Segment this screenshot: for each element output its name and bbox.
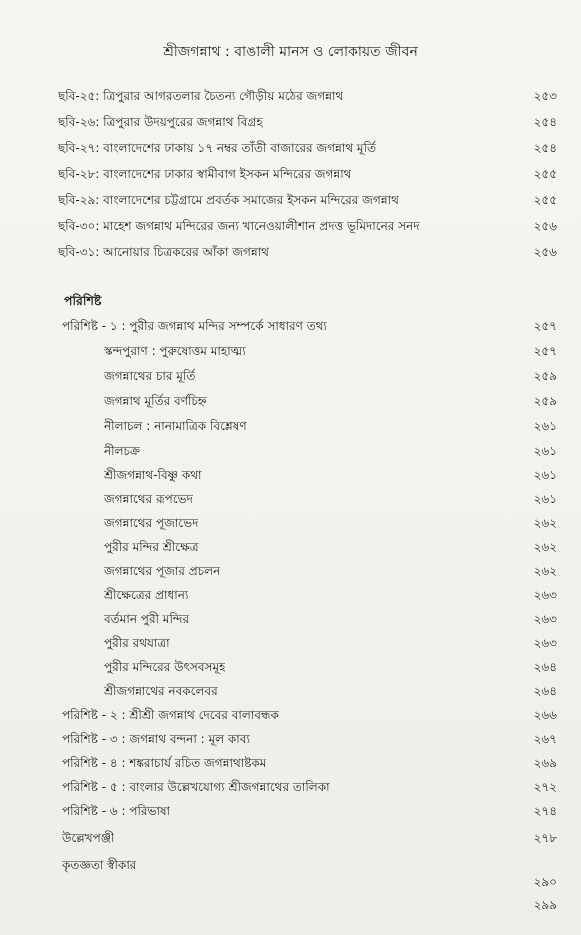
toc-appendix-entry <box>0 318 581 336</box>
entry-page-number: ২৬১ <box>533 468 557 482</box>
entry-label: ছবি-২৯: বাংলাদেশের চট্টগ্রামে প্রবর্তক সমাজের ইসকন মন্দিরের জগন্নাথ <box>58 193 399 207</box>
appendix-heading: পরিশিষ্ট <box>64 293 102 308</box>
entry-page-number: ২৬৪ <box>533 684 557 698</box>
entry-page-number: ২৫৫ <box>533 167 557 181</box>
entry-label: ছবি-৩০: মাহেশ জগন্নাথ মন্দিরের জন্য খানেওয়ালীশান প্রদত্ত ভূমিদানের সনদ <box>58 219 420 233</box>
toc-appendix-subentry <box>0 418 581 436</box>
toc-appendix-subentry <box>0 563 581 581</box>
entry-page-number: ২৬৩ <box>533 612 557 626</box>
toc-appendix-subentry <box>0 611 581 629</box>
entry-label: পরিশিষ্ট - ১ : পুরীর জগন্নাথ মন্দির সম্পর্কে সাধারণ তথ্য <box>62 319 327 333</box>
running-header: শ্রীজগন্নাথ : বাঙালী মানস ও লোকায়ত জীবন <box>163 44 418 60</box>
entry-page-number: ২৯৯ <box>533 898 557 912</box>
entry-page-number: ২৯০ <box>533 875 557 889</box>
entry-page-number: ২৬২ <box>533 516 557 530</box>
entry-label: ছবি-২৮: বাংলাদেশের ঢাকার স্বামীবাগ ইসকন মন্দিরের জগন্নাথ <box>58 167 352 181</box>
entry-page-number: ২৫৭ <box>533 319 557 333</box>
toc-backmatter-entry <box>0 857 581 875</box>
entry-page-number: ২৫৬ <box>533 245 557 259</box>
toc-backmatter-page <box>0 874 581 892</box>
entry-label: ছবি-৩১: আনোয়ার চিত্রকরের আঁকা জগন্নাথ <box>58 245 269 259</box>
entry-page-number: ২৬২ <box>533 564 557 578</box>
toc-appendix-subentry <box>0 635 581 653</box>
entry-page-number: ২৫৯ <box>533 369 557 383</box>
toc-appendix-entry <box>0 731 581 749</box>
toc-figure-entry <box>0 114 581 132</box>
entry-label: পরিশিষ্ট - ৫ : বাংলার উল্লেখযোগ্য শ্রীজগন্নাথের তালিকা <box>62 780 330 794</box>
entry-page-number: ২৫৪ <box>533 115 557 129</box>
toc-appendix-entry <box>0 779 581 797</box>
entry-label: শ্রীক্ষেত্রের প্রাধান্য <box>104 588 189 602</box>
toc-figure-entry <box>0 192 581 210</box>
entry-label: উল্লেখপঞ্জী <box>62 831 115 845</box>
entry-page-number: ২৬১ <box>533 492 557 506</box>
entry-label: পরিশিষ্ট - ৬ : পরিভাষা <box>62 804 171 818</box>
entry-label: পুরীর মন্দির শ্রীক্ষেত্র <box>104 540 199 554</box>
entry-label: কৃতজ্ঞতা স্বীকার <box>62 858 137 872</box>
entry-label: জগন্নাথের রূপভেদ <box>104 492 193 506</box>
entry-label: নীলাচল : নানামাত্রিক বিশ্লেষণ <box>104 419 247 433</box>
entry-label: ছবি-২৫: ত্রিপুরার আগরতলার চৈতন্য গৌড়ীয় মঠের জগন্নাথ <box>58 89 344 103</box>
entry-label: পরিশিষ্ট - ২ : শ্রীশ্রী জগন্নাথ দেবের বালাবন্ধক <box>62 708 279 722</box>
toc-appendix-subentry <box>0 467 581 485</box>
entry-page-number: ২৬১ <box>533 444 557 458</box>
toc-backmatter-page <box>0 897 581 915</box>
toc-figure-entry <box>0 140 581 158</box>
toc-figure-entry <box>0 244 581 262</box>
toc-appendix-entry <box>0 755 581 773</box>
toc-figure-entry <box>0 166 581 184</box>
entry-label: জগন্নাথ মূর্তির বর্ণচিহ্ন <box>104 394 207 408</box>
entry-page-number: ২৬৩ <box>533 588 557 602</box>
entry-label: পুরীর মন্দিরের উৎসবসমূহ <box>104 660 226 674</box>
entry-label: পরিশিষ্ট - ৩ : জগন্নাথ বন্দনা : মূল কাব্য <box>62 732 250 746</box>
toc-appendix-subentry <box>0 368 581 386</box>
toc-appendix-subentry <box>0 683 581 701</box>
entry-page-number: ২৫৩ <box>533 89 557 103</box>
toc-appendix-subentry <box>0 659 581 677</box>
entry-page-number: ২৫৪ <box>533 141 557 155</box>
entry-label: জগন্নাথের পূজাভেদ <box>104 516 199 530</box>
entry-label: স্কন্দপুরাণ : পুরুষোত্তম মাহাত্ম্য <box>104 344 246 358</box>
toc-figure-entry <box>0 88 581 106</box>
entry-page-number: ২৫৫ <box>533 193 557 207</box>
entry-label: নীলচক্র <box>104 444 141 458</box>
entry-page-number: ২৭২ <box>533 780 557 794</box>
toc-appendix-subentry <box>0 443 581 461</box>
entry-page-number: ২৬২ <box>533 540 557 554</box>
entry-page-number: ২৬৯ <box>533 756 557 770</box>
entry-page-number: ২৭৪ <box>533 804 557 818</box>
toc-backmatter-entry <box>0 830 581 848</box>
toc-appendix-subentry <box>0 587 581 605</box>
toc-appendix-subentry <box>0 491 581 509</box>
entry-label: ছবি-২৭: বাংলাদেশের ঢাকায় ১৭ নম্বর তাঁতী বাজারের জগন্নাথ মূর্তি <box>58 141 377 155</box>
entry-page-number: ২৬৩ <box>533 636 557 650</box>
toc-appendix-subentry <box>0 515 581 533</box>
entry-page-number: ২৬১ <box>533 419 557 433</box>
toc-figure-entry <box>0 218 581 236</box>
entry-page-number: ২৫৬ <box>533 219 557 233</box>
toc-appendix-subentry <box>0 393 581 411</box>
entry-page-number: ২৬৬ <box>533 708 557 722</box>
toc-appendix-entry <box>0 803 581 821</box>
entry-page-number: ২৬৪ <box>533 660 557 674</box>
toc-appendix-subentry <box>0 343 581 361</box>
entry-label: ছবি-২৬: ত্রিপুরার উদয়পুরের জগন্নাথ বিগ্রহ <box>58 115 263 129</box>
entry-label: শ্রীজগন্নাথ-বিষ্ণু কথা <box>104 468 202 482</box>
entry-label: বর্তমান পুরী মন্দির <box>104 612 190 626</box>
toc-appendix-entry <box>0 707 581 725</box>
entry-page-number: ২৫৭ <box>533 344 557 358</box>
entry-label: পুরীর রথযাত্রা <box>104 636 170 650</box>
entry-page-number: ২৭৮ <box>533 831 557 845</box>
entry-page-number: ২৬৭ <box>533 732 557 746</box>
entry-label: শ্রীজগন্নাথের নবকলেবর <box>104 684 218 698</box>
entry-label: জগন্নাথের পূজার প্রচলন <box>104 564 221 578</box>
entry-label: পরিশিষ্ট - ৪ : শঙ্করাচার্য রচিত জগন্নাথাষ্টকম <box>62 756 267 770</box>
entry-label: জগন্নাথের চার মূর্তি <box>104 369 196 383</box>
toc-appendix-subentry <box>0 539 581 557</box>
entry-page-number: ২৫৯ <box>533 394 557 408</box>
